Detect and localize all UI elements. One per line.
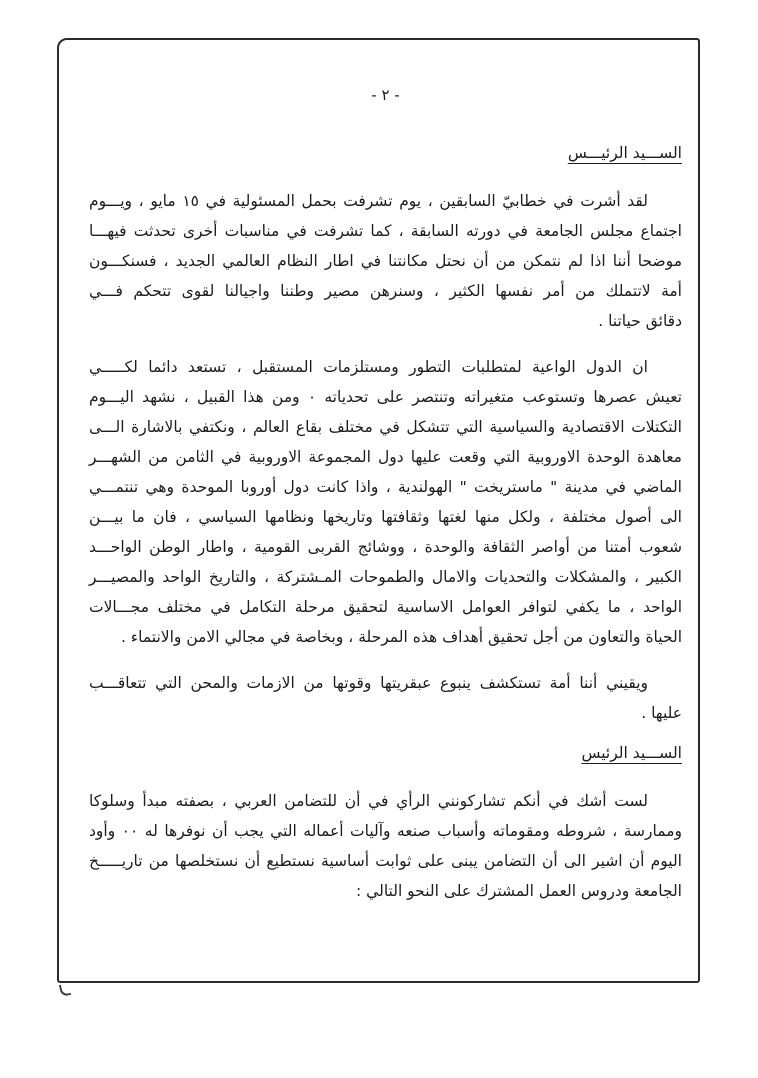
text-line: لقد أشرت في خطابيّ السابقين ، يوم تشرفت بحمل المسئولية في ١٥ مايو ، ويـــوم (89, 192, 648, 210)
salutation-heading-1: الســـيد الرئيـــس (567, 144, 682, 162)
text-line: اجتماع مجلس الجامعة في دورته السابقة ، كما تشرفت في مناسبات أخرى تحدثت فيهـــا (89, 222, 682, 240)
text-line: موضحا أننا اذا لم نتمكن من أن نحتل مكانتنا في اطار النظام العالمي الجديد ، فسنكـــون (89, 252, 682, 270)
text-line: الكبير ، والمشكلات والتحديات والامال والطموحات المـشتركة ، والتاريخ الواحد والمصيـــر (89, 568, 682, 586)
text-line: عليها . (641, 704, 682, 722)
salutation-heading-2: الســـيد الرئيس (581, 744, 682, 762)
text-line: تعيش عصرها وتستوعب متغيراته وتنتصر على تحدياته ٠ ومن هذا القبيل ، نشهد اليـــوم (89, 388, 682, 406)
paragraph-world-blocs (89, 352, 682, 652)
text-line: معاهدة الوحدة الاوروبية التي وقعت عليها دول المجموعة الاوروبية في الثامن من الشهـــر (89, 448, 682, 466)
text-line: اليوم أن اشير الى أن التضامن يبنى على ثوابت أساسية نستطيع أن نستخلصها من تاريـــــخ (89, 852, 682, 870)
text-line: دقائق حياتنا . (598, 312, 682, 330)
text-line: الحياة والتعاون من أجل تحقيق أهداف هذه المرحلة ، وبخاصة في مجالي الامن والانتماء . (120, 628, 682, 646)
text-line: لست أشك في أنكم تشاركونني الرأي في أن للتضامن العربي ، بصفته مبدأ وسلوكا (89, 792, 648, 810)
text-line: الى أصول مختلفة ، ولكل منها لغتها وثقافتها وتاريخها ونظامها السياسي ، فان ما بيـــن (89, 508, 682, 526)
text-line: التكتلات الاقتصادية والسياسية التي تتشكل في مختلف بقاع العالم ، ونكتفي بالاشارة الـــى (89, 418, 682, 436)
text-line: وممارسة ، شروطه ومقوماته وأسباب صنعه وآليات أعماله التي يجب أن نوفرها له ٠٠ وأود (89, 822, 682, 840)
scan-artifact-mark (59, 983, 71, 997)
text-line: الماضي في مدينة " ماستريخت " الهولندية ، واذا كانت دول أوروبا الموحدة وهي تنتمـــي (89, 478, 682, 496)
paragraph-solidarity (89, 786, 682, 906)
text-line: ويقيني أننا أمة تستكشف ينبوع عبقريتها وقوتها من الازمات والمحن التي تتعاقـــب (89, 674, 648, 692)
paragraph-intro (89, 186, 682, 336)
page-number: - ٢ - (371, 86, 400, 104)
page-border-frame (57, 38, 700, 983)
text-line: شعوب أمتنا من أواصر الثقافة والوحدة ، ووشائج القربى القومية ، واطار الوطن الواحـــد (89, 538, 682, 556)
paragraph-conviction (89, 668, 682, 728)
text-line: أمة لاتتملك من أمر نفسها الكثير ، وسنرهن مصير وطننا واجيالنا لقوى تتحكم فـــي (89, 282, 682, 300)
text-line: الواحد ، ما يكفي لتوافر العوامل الاساسية لتحقيق مرحلة التكامل في مختلف مجـــالات (89, 598, 682, 616)
text-line: الجامعة ودروس العمل المشترك على النحو التالي : (356, 882, 682, 900)
text-line: ان الدول الواعية لمتطلبات التطور ومستلزمات المستقبل ، تستعد دائما لكـــــي (89, 358, 648, 376)
